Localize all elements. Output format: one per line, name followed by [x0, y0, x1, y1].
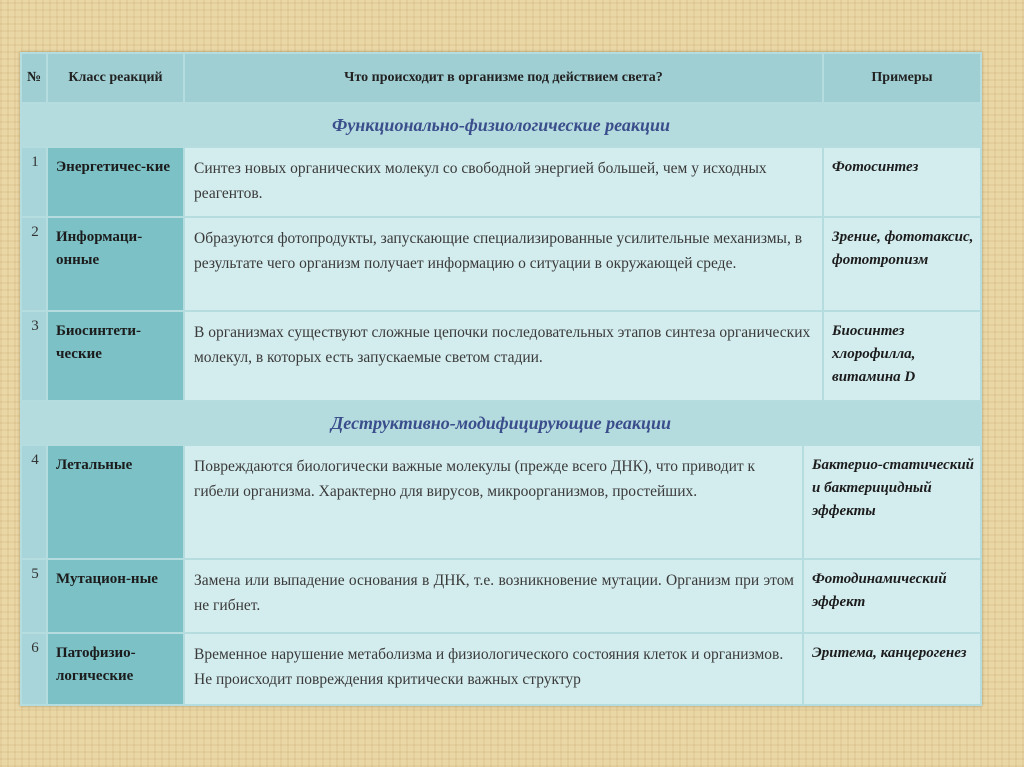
reaction-example: Фотодинамический эффект	[804, 560, 980, 632]
row-number: 6	[22, 634, 46, 704]
reaction-class: Мутацион-ные	[48, 560, 183, 632]
reaction-class: Энергетичес-кие	[48, 148, 183, 216]
reaction-description: Повреждаются биологически важные молекулы (прежде всего ДНК), что приводит к гибели организма. Характерно для вирусов, микроорганизмов, простейших.	[185, 446, 802, 558]
reaction-class: Биосинтети-ческие	[48, 312, 183, 400]
section-title: Деструктивно-модифицирующие реакции	[22, 402, 980, 444]
slide	[20, 52, 982, 706]
reaction-description: Синтез новых органических молекул со свободной энергией большей, чем у исходных реагентов.	[185, 148, 822, 216]
reaction-example: Эритема, канцерогенез	[804, 634, 980, 704]
reaction-class: Летальные	[48, 446, 183, 558]
header-class: Класс реакций	[48, 54, 183, 102]
row-number: 5	[22, 560, 46, 632]
reaction-description: В организмах существуют сложные цепочки последовательных этапов синтеза органических молекул, в которых есть запускаемые светом стадии.	[185, 312, 822, 400]
header-examples: Примеры	[824, 54, 980, 102]
reaction-example: Фотосинтез	[824, 148, 980, 216]
header-what: Что происходит в организме под действием света?	[185, 54, 822, 102]
header-num: №	[22, 54, 46, 102]
reaction-class: Патофизио-логические	[48, 634, 183, 704]
reaction-example: Биосинтез хлорофилла, витамина D	[824, 312, 980, 400]
reaction-description: Замена или выпадение основания в ДНК, т.е. возникновение мутации. Организм при этом не гибнет.	[185, 560, 802, 632]
row-number: 3	[22, 312, 46, 400]
row-number: 1	[22, 148, 46, 216]
section-title: Функционально-физиологические реакции	[22, 104, 980, 146]
reaction-description: Временное нарушение метаболизма и физиологического состояния клеток и организмов. Не происходит повреждения критически важных структур	[185, 634, 802, 704]
row-number: 4	[22, 446, 46, 558]
reaction-example: Зрение, фототаксис, фототропизм	[824, 218, 980, 310]
reaction-class: Информаци-онные	[48, 218, 183, 310]
reaction-description: Образуются фотопродукты, запускающие специализированные усилительные механизмы, в результате чего организм получает информацию о ситуации в окружающей среде.	[185, 218, 822, 310]
reaction-example: Бактерио-статический и бактерицидный эффекты	[804, 446, 980, 558]
row-number: 2	[22, 218, 46, 310]
